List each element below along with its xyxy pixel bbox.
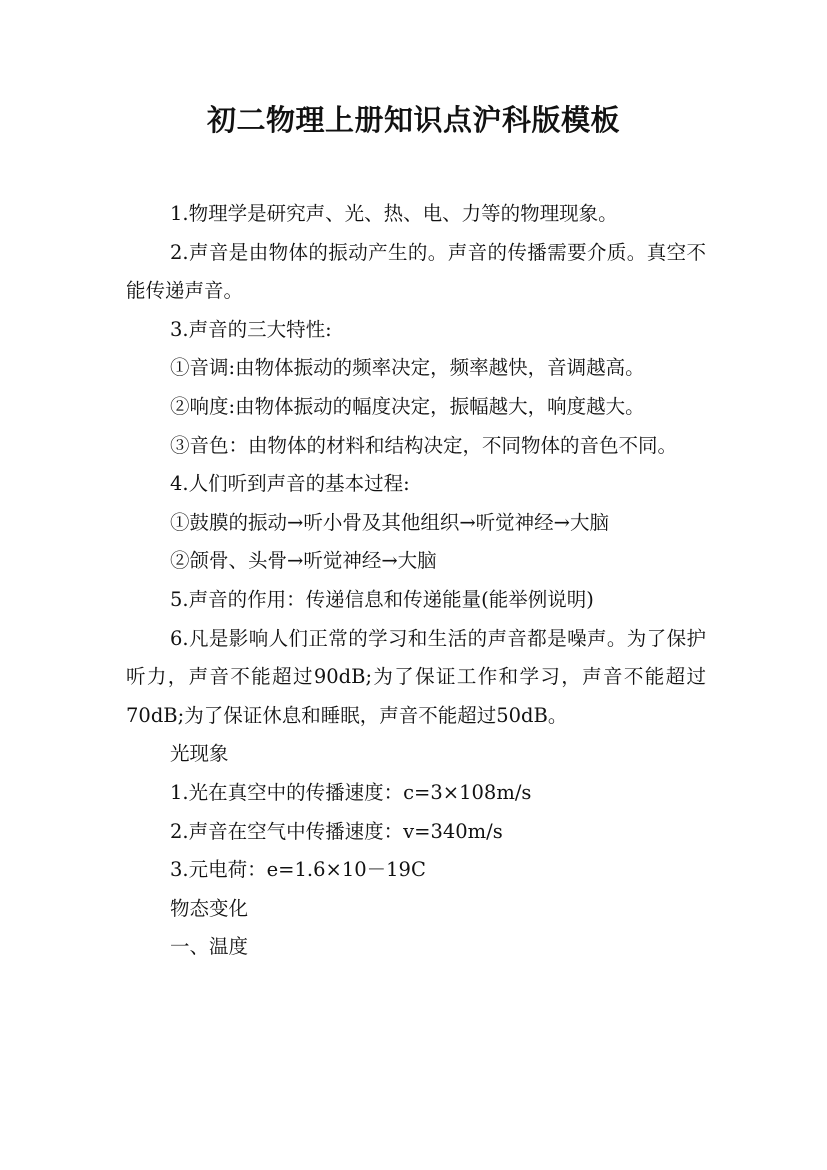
paragraph-eardrum-path: ①鼓膜的振动→听小骨及其他组织→听觉神经→大脑 [170, 510, 610, 534]
paragraph-physics-definition: 1.物理学是研究声、光、热、电、力等的物理现象。 [170, 202, 618, 225]
section-heading-temperature: 一、温度 [170, 935, 249, 959]
paragraph-pitch: ①音调:由物体振动的频率决定，频率越快，音调越高。 [170, 356, 645, 380]
paragraph-sound-uses: 5.声音的作用：传递信息和传递能量(能举例说明) [170, 587, 594, 611]
paragraph-bone-conduction: ②颌骨、头骨→听觉神经→大脑 [170, 549, 437, 573]
paragraph-loudness: ②响度:由物体振动的幅度决定，振幅越大，响度越大。 [170, 394, 645, 418]
document-body [126, 195, 706, 967]
paragraph-timbre: ③音色：由物体的材料和结构决定，不同物体的音色不同。 [170, 433, 678, 457]
paragraph-sound-characteristics: 3.声音的三大特性: [170, 317, 332, 341]
paragraph-sound-origin: 2.声音是由物体的振动产生的。声音的传播需要介质。真空不能传递声音。 [126, 240, 706, 303]
section-heading-state-change: 物态变化 [170, 896, 249, 920]
paragraph-sound-speed: 2.声音在空气中传播速度：v=340m/s [170, 819, 503, 843]
section-heading-light: 光现象 [170, 742, 229, 766]
paragraph-light-speed: 1.光在真空中的传播速度：c=3×108m/s [170, 780, 532, 804]
paragraph-elementary-charge: 3.元电荷：e=1.6×10－19C [170, 858, 426, 882]
paragraph-noise: 6.凡是影响人们正常的学习和生活的声音都是噪声。为了保护听力，声音不能超过90dB;为了保证工作和学习，声音不能超过70dB;为了保证休息和睡眠，声音不能超过50dB。 [126, 626, 706, 727]
document-title: 初二物理上册知识点沪科版模板 [206, 103, 620, 137]
paragraph-hearing-process: 4.人们听到声音的基本过程: [170, 472, 410, 496]
